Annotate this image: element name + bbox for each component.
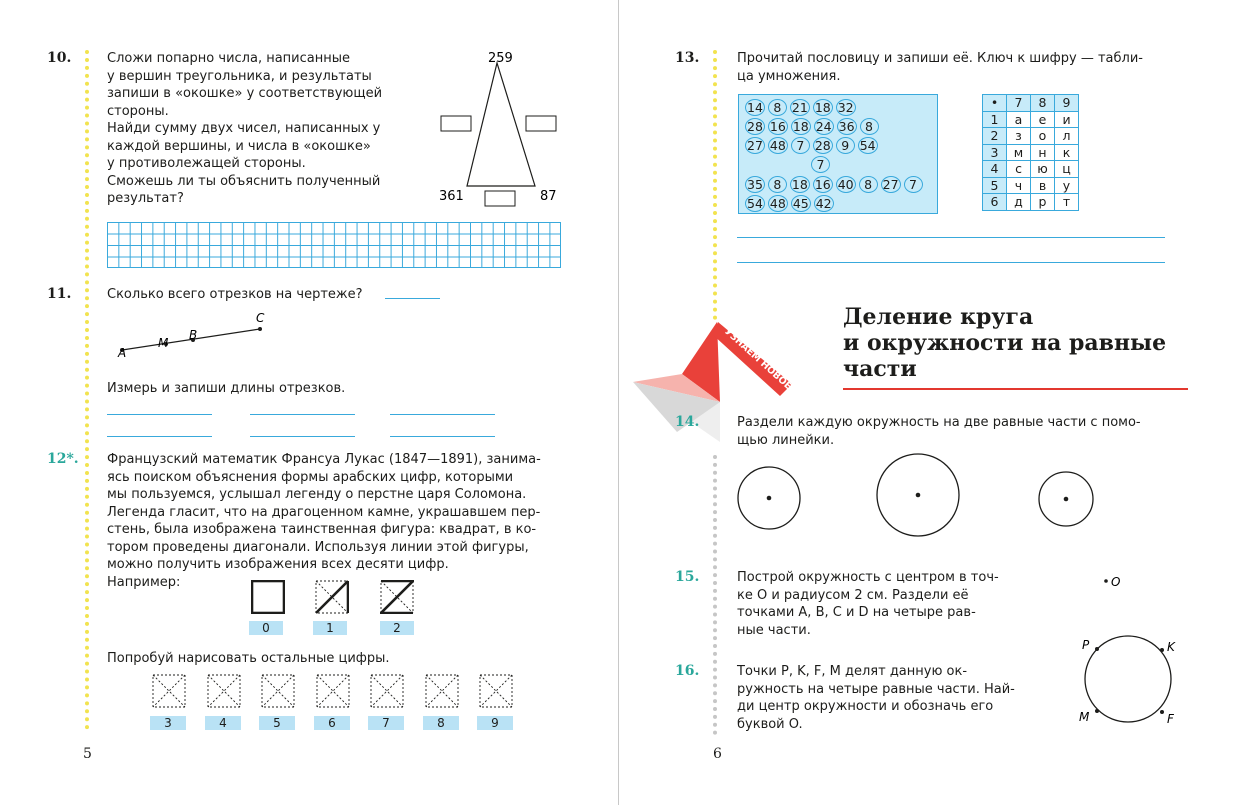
key-header-cell: 8 [1031,95,1055,112]
task13-line: ца умножения. [737,68,841,84]
task15-point-o [1102,572,1132,592]
cipher-row [811,154,833,173]
point-f-label: F [1167,712,1174,726]
point-a-label: A [118,346,127,360]
cipher-number: 40 [837,177,854,192]
digit-label-0: 0 [249,621,283,635]
point-o-label: O [1111,575,1121,589]
digit-practice-box[interactable] [152,674,186,708]
point-b-label: B [189,328,198,342]
task16-line: ди центр окружности и обозначь его [737,699,994,714]
heading-line: Деление круга [843,304,1034,330]
cipher-number: 54 [747,196,763,211]
task10-number: 10. [47,50,72,66]
task16-number: 16. [675,663,700,679]
answer-grid[interactable] [107,222,561,268]
answer-box-right[interactable] [526,116,556,131]
cipher-number: 48 [769,196,786,211]
key-cell: и [1055,111,1079,128]
task14-line: Раздели каждую окружность на две равные части с помо- [737,415,1141,430]
key-header-row [983,95,1079,112]
point-m [1095,709,1099,713]
key-header-cell: 9 [1055,95,1079,112]
measure-line-1[interactable] [107,414,212,415]
task10-line: у противолежащей стороны. [107,156,306,171]
key-row [983,177,1079,194]
cipher-number: 42 [815,196,832,211]
cipher-number: 24 [815,119,832,134]
cipher-key-table [982,94,1079,211]
key-row [983,144,1079,161]
task12-line: тором проведены диагонали. Используя линии этой фигуры, [107,539,529,555]
point-c-label: C [256,311,265,325]
task12-line: мы пользуемся, услышал легенду о перстне царя Соломона. [107,487,527,502]
left-margin-dots [85,50,89,730]
task11-segments-figure [108,305,278,365]
circle-1-center [767,496,772,501]
key-row [983,128,1079,145]
page-number-left: 5 [83,746,92,762]
key-cell: 4 [983,161,1007,178]
task11-question: Сколько всего отрезков на чертеже? [107,287,363,302]
cipher-number: 7 [811,156,830,173]
digit-practice-label: 9 [477,716,513,730]
point-c [258,327,262,331]
answer-box-left[interactable] [441,116,471,131]
cipher-number: 21 [791,100,808,115]
key-cell: 1 [983,111,1007,128]
cipher-number: 18 [791,177,808,192]
task15-line: Построй окружность с центром в точ- [737,570,999,585]
digit-practice-box[interactable] [261,674,295,708]
task13-line: Прочитай пословицу и запиши её. Ключ к шифру — табли- [737,51,1143,66]
digit-practice-box[interactable] [316,674,350,708]
cipher-number: 28 [814,138,831,153]
right-margin-dots-top [713,50,717,320]
measure-line-5[interactable] [250,436,355,437]
task10-text [107,50,401,208]
key-cell: о [1031,128,1055,145]
cipher-number: 27 [747,138,763,153]
key-cell: н [1031,144,1055,161]
key-cell: 6 [983,194,1007,211]
vertex-right-number: 87 [540,189,557,204]
task13-text [737,50,1189,85]
task10-line: стороны. [107,103,169,119]
digit-practice-label: 6 [314,716,350,730]
key-cell: л [1055,128,1079,145]
cipher-number: 8 [768,99,787,116]
task10-line: результат? [107,191,184,206]
task16-text [737,663,1031,733]
task14-number: 14. [675,414,700,430]
cipher-number: 27 [882,177,899,192]
cipher-number: 7 [904,176,923,193]
key-header-cell: • [983,95,1007,112]
key-cell: е [1031,111,1055,128]
digit-practice-label: 8 [423,716,459,730]
measure-line-6[interactable] [390,436,495,437]
task12-line: Легенда гласит, что на драгоценном камне, украшавшем пер- [107,504,541,520]
task12-line: ясь поиском объяснения формы арабских цифр, которыми [107,469,514,485]
cipher-number: 16 [769,119,786,134]
task16-line: ружность на четыре равные части. Най- [737,681,1015,697]
key-cell: р [1031,194,1055,211]
cipher-box [738,94,938,214]
task12-line: стень, была изображена таинственная фигура: квадрат, в ко- [107,522,537,537]
key-row [983,194,1079,211]
task15-number: 15. [675,569,700,585]
key-cell: к [1055,144,1079,161]
key-cell: м [1007,144,1031,161]
key-cell: ч [1007,177,1031,194]
digit-practice-label: 5 [259,716,295,730]
cipher-number: 8 [860,118,879,135]
cipher-number: 9 [836,137,855,154]
section-heading [843,304,1166,382]
cipher-number: 48 [769,138,786,153]
cipher-number: 36 [838,119,855,134]
task16-circle-figure[interactable] [1070,632,1185,737]
cipher-row [745,193,837,212]
task16-line: буквой O. [737,716,803,732]
task12-number: 12*. [47,451,79,467]
key-cell: с [1007,161,1031,178]
cipher-row [745,135,881,154]
cipher-number: 32 [837,100,854,115]
page-number-right: 6 [713,746,722,762]
key-cell: 5 [983,177,1007,194]
digit-practice-box[interactable] [207,674,241,708]
task15-line: точками A, B, C и D на четыре рав- [737,605,976,620]
digit-box-1 [315,580,349,614]
task10-triangle-figure [425,48,565,213]
task11-answer-line[interactable] [385,298,440,299]
task15-line: ные части. [737,622,811,638]
answer-box-bottom[interactable] [485,191,515,206]
heading-line: и окружности на равные [843,330,1167,356]
task12-line: Французский математик Франсуа Лукас (1847—1891), занима- [107,452,541,467]
digit-practice-box[interactable] [370,674,404,708]
right-margin-dots-bottom [713,455,717,735]
point-m-label: M [1079,710,1090,724]
task10-line: у вершин треугольника, и результаты [107,68,372,84]
task10-line: запиши в «окошке» у соответствующей [107,86,383,101]
key-cell: ю [1031,161,1055,178]
key-cell: а [1007,111,1031,128]
cipher-number: 18 [814,100,831,115]
digit-practice-label: 4 [205,716,241,730]
key-row [983,161,1079,178]
digit-practice-label: 7 [368,716,404,730]
point-f [1160,710,1164,714]
vertex-top-number: 259 [488,51,513,66]
proverb-answer-line-2[interactable] [737,262,1165,263]
cipher-number: 35 [747,177,763,192]
cipher-row [745,97,859,116]
circle-2-center [916,493,921,498]
digit-box-0 [251,580,285,614]
vertex-left-number: 361 [439,189,464,204]
task10-line: Сможешь ли ты объяснить полученный [107,173,381,189]
measure-line-2[interactable] [250,414,355,415]
key-cell: в [1031,177,1055,194]
key-cell: т [1055,194,1079,211]
task12-try-text: Попробуй нарисовать остальные цифры. [107,651,390,666]
heading-underline [843,388,1188,390]
cipher-number: 18 [792,119,809,134]
cipher-number: 54 [859,138,876,153]
task16-line: Точки P, K, F, M делят данную ок- [737,664,968,679]
key-cell: д [1007,194,1031,211]
cipher-number: 45 [792,196,809,211]
task15-text [737,569,1031,639]
point-k [1160,648,1164,652]
measure-line-3[interactable] [390,414,495,415]
cipher-number: 28 [747,119,763,134]
task12-line: можно получить изображения всех десяти цифр. [107,557,449,572]
digit-practice-box[interactable] [479,674,513,708]
cipher-number: 14 [747,100,763,115]
key-header-cell: 7 [1007,95,1031,112]
task10-line: Сложи попарно числа, написанные [107,51,350,66]
page-spine [618,0,619,805]
cipher-number: 16 [814,177,831,192]
triangle [467,63,535,186]
key-cell: ц [1055,161,1079,178]
task10-line: Найди сумму двух чисел, написанных у [107,121,381,136]
circle-3-center [1064,497,1069,502]
key-row [983,111,1079,128]
digit-practice-label: 3 [150,716,186,730]
cipher-number: 8 [859,176,878,193]
cipher-row [745,174,926,193]
task14-line: щью линейки. [737,432,835,448]
digit-practice-box[interactable] [425,674,459,708]
key-cell: з [1007,128,1031,145]
cipher-number: 8 [768,176,787,193]
heading-line: части [843,356,917,382]
digit-label-2: 2 [380,621,414,635]
task12-example-label: Например: [107,574,181,590]
key-cell: 2 [983,128,1007,145]
point-k-label: K [1167,640,1175,654]
task10-line: каждой вершины, и числа в «окошке» [107,138,371,154]
cipher-row [745,116,882,135]
key-cell: у [1055,177,1079,194]
point-m-label: M [158,336,169,350]
task11-measure-text: Измерь и запиши длины отрезков. [107,381,346,396]
task14-text [737,414,1189,449]
task15-line: ке O и радиусом 2 см. Раздели её [737,587,969,603]
task12-text [107,451,561,591]
task14-circles[interactable] [730,452,1110,542]
task11-number: 11. [47,286,72,302]
point-p [1095,647,1099,651]
digit-label-1: 1 [313,621,347,635]
ribbon-label: УЗНАЁМ НОВОЕ [721,326,794,393]
proverb-answer-line-1[interactable] [737,237,1165,238]
point-p-label: P [1082,638,1090,652]
task13-number: 13. [675,50,700,66]
measure-line-4[interactable] [107,436,212,437]
digit-box-2 [380,580,414,614]
cipher-number: 7 [791,137,810,154]
key-cell: 3 [983,144,1007,161]
